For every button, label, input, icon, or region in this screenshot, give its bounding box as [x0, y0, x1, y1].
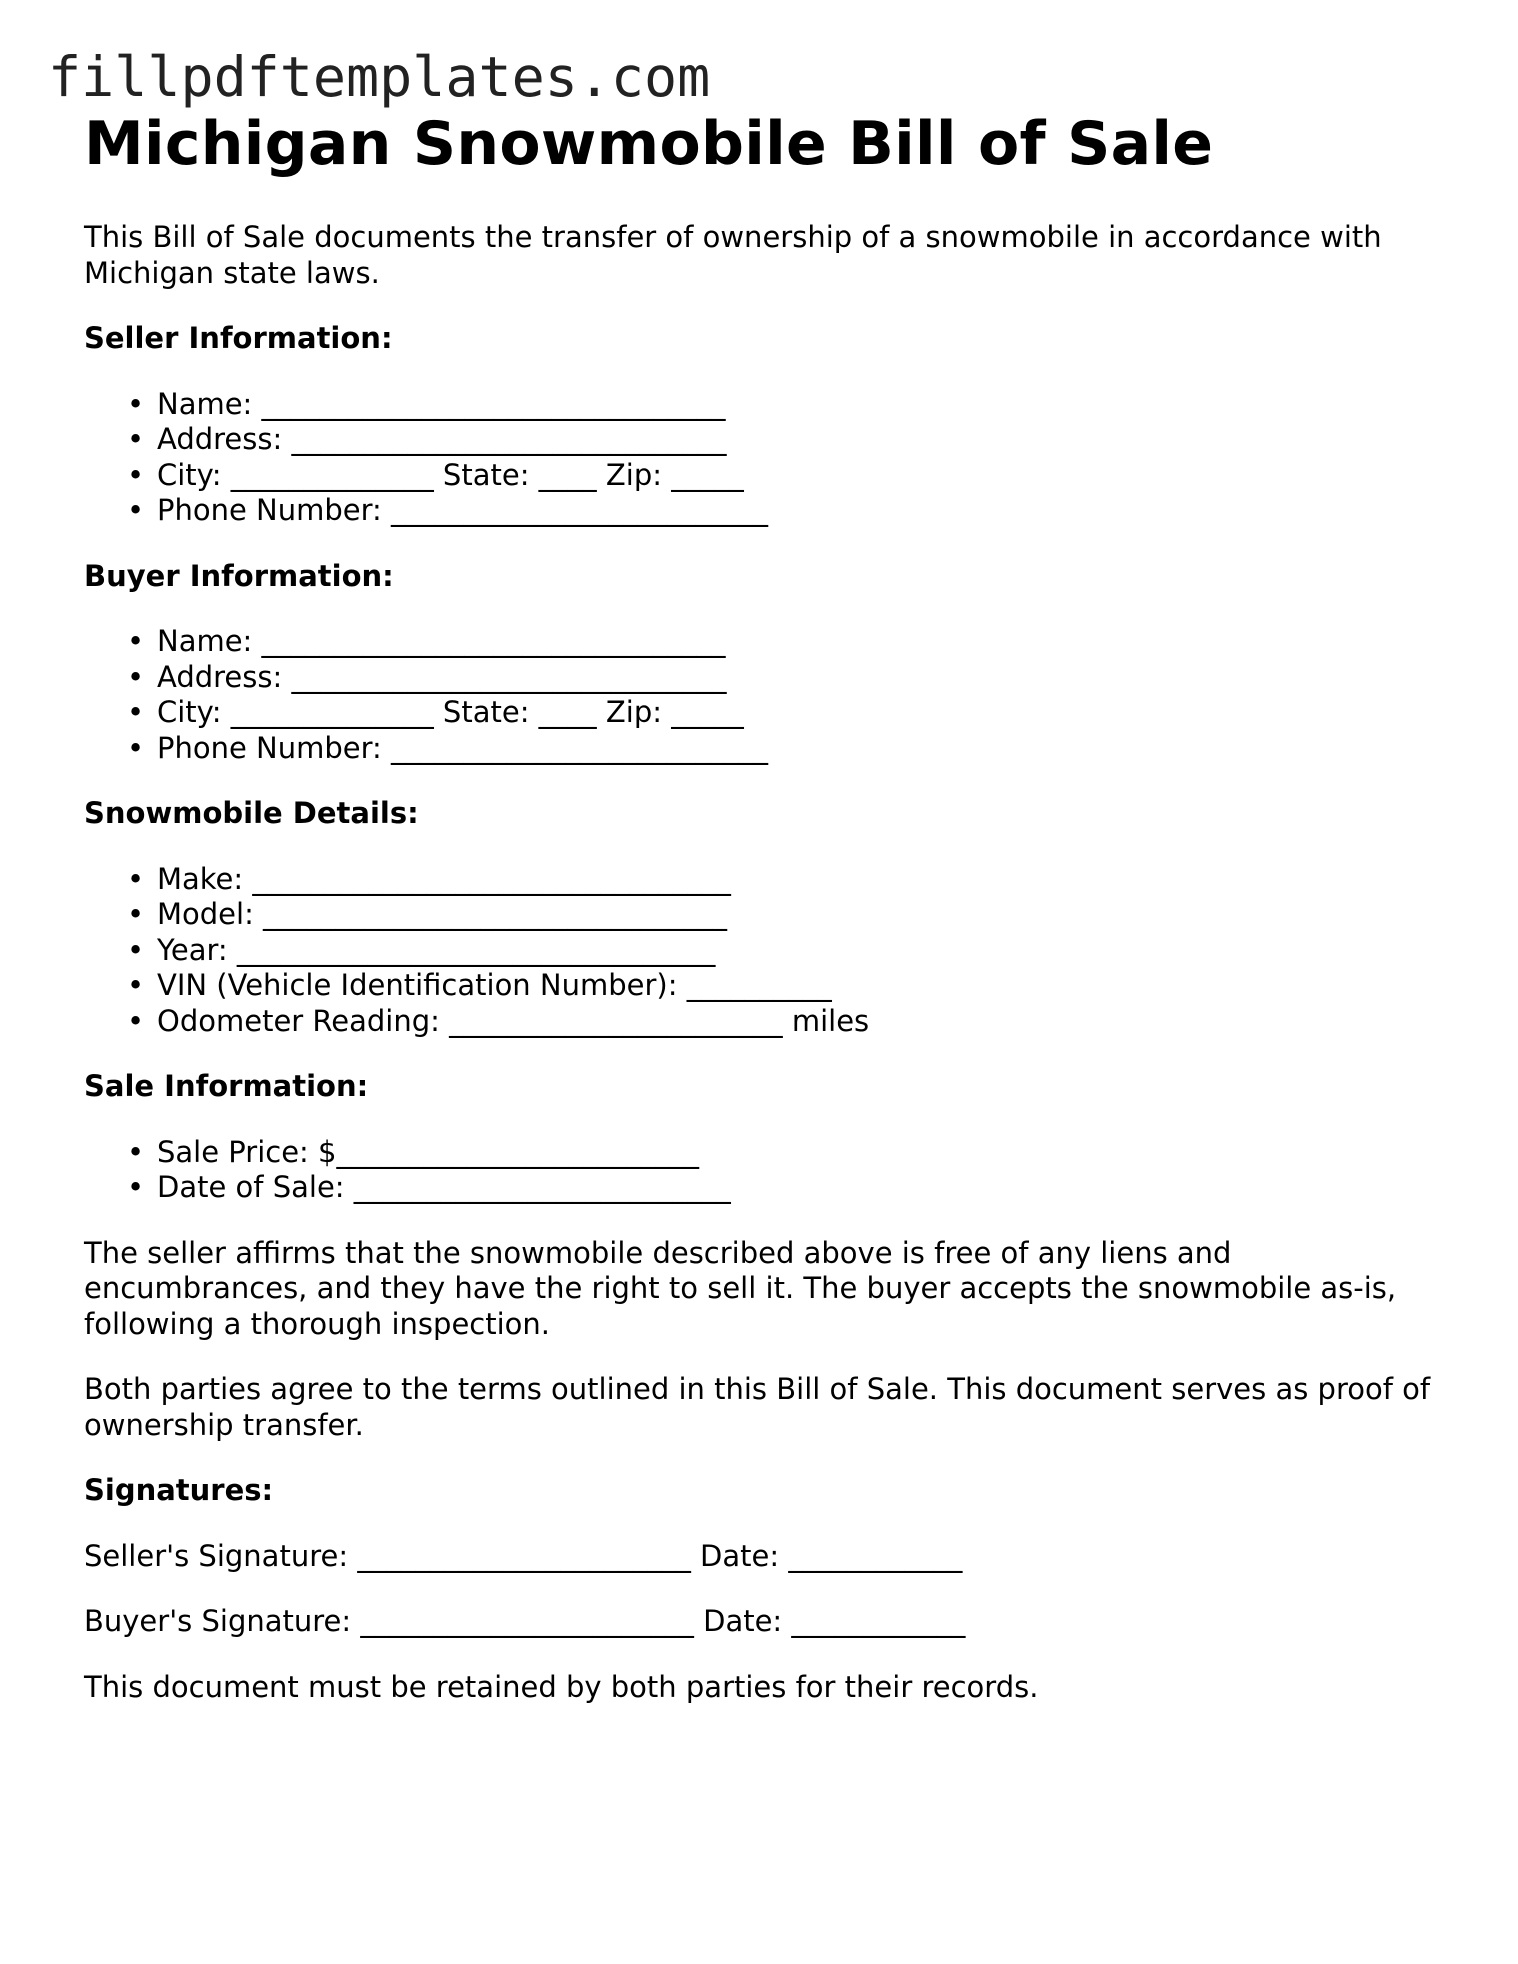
seller-signature-line[interactable]: Seller's Signature: _______________________ Date: ____________ — [84, 1538, 963, 1573]
bullet: • — [127, 897, 145, 931]
bullet: • — [127, 422, 145, 456]
page-title: Michigan Snowmobile Bill of Sale — [84, 109, 1214, 179]
buyer-heading: Buyer Information: — [84, 558, 394, 593]
buyer-phone-field[interactable]: • Phone Number: __________________________ — [127, 730, 769, 765]
bullet: • — [127, 659, 145, 694]
bullet: • — [127, 493, 145, 527]
make-field[interactable]: • Make: _________________________________ — [127, 861, 731, 896]
bullet: • — [127, 624, 145, 658]
agreement-paragraph: Both parties agree to the terms outlined in this Bill of Sale. This document serves as proof of ownership transfer. — [84, 1372, 1431, 1442]
signatures-heading: Signatures: — [84, 1473, 274, 1507]
seller-city-state-zip-field[interactable]: • City: ______________ State: ____ Zip: _____ — [127, 457, 744, 492]
sale-price-field[interactable]: • Sale Price: $_________________________ — [127, 1134, 699, 1169]
document-page — [84, 108, 1454, 1705]
bullet: • — [127, 1003, 145, 1038]
watermark: fillpdftemplates.com — [48, 45, 711, 109]
bullet: • — [127, 386, 145, 421]
seller-heading: Seller Information: — [84, 321, 393, 355]
bullet: • — [127, 1170, 145, 1204]
sale-fields — [84, 1135, 1454, 1206]
bullet: • — [127, 861, 145, 896]
bullet: • — [127, 695, 145, 729]
buyer-name-field[interactable]: • Name: ________________________________ — [127, 624, 726, 658]
seller-phone-field[interactable]: • Phone Number: __________________________ — [127, 493, 769, 527]
buyer-fields — [84, 624, 1454, 766]
closing-paragraph: This document must be retained by both parties for their records. — [84, 1669, 1039, 1704]
bullet: • — [127, 1134, 145, 1169]
buyer-city-state-zip-field[interactable]: • City: ______________ State: ____ Zip: _____ — [127, 695, 744, 729]
bullet: • — [127, 730, 145, 765]
odometer-field[interactable]: • Odometer Reading: _______________________ miles — [127, 1003, 870, 1038]
snowmobile-fields — [84, 862, 1454, 1040]
bullet: • — [127, 968, 145, 1002]
affirmation-paragraph: The seller affirms that the snowmobile described above is free of any liens and encumbrances, and they have the right to sell it. The buyer accepts the snowmobile as-is, following a thorough inspection. — [84, 1235, 1397, 1341]
seller-fields — [84, 387, 1454, 529]
seller-name-field[interactable]: • Name: ________________________________ — [127, 386, 726, 421]
bullet: • — [127, 932, 145, 967]
year-field[interactable]: • Year: _________________________________ — [127, 932, 716, 967]
buyer-address-field[interactable]: • Address: ______________________________ — [127, 659, 727, 694]
sale-heading: Sale Information: — [84, 1069, 369, 1103]
bullet: • — [127, 457, 145, 492]
snowmobile-heading: Snowmobile Details: — [84, 796, 419, 830]
sale-date-field[interactable]: • Date of Sale: __________________________ — [127, 1170, 731, 1204]
buyer-signature-line[interactable]: Buyer's Signature: _______________________ Date: ____________ — [84, 1604, 966, 1638]
model-field[interactable]: • Model: ________________________________ — [127, 897, 728, 931]
intro-paragraph: This Bill of Sale documents the transfer of ownership of a snowmobile in accordance with Michigan state laws. — [84, 220, 1382, 290]
vin-field[interactable]: • VIN (Vehicle Identification Number): __________ — [127, 968, 832, 1002]
seller-address-field[interactable]: • Address: ______________________________ — [127, 422, 727, 456]
